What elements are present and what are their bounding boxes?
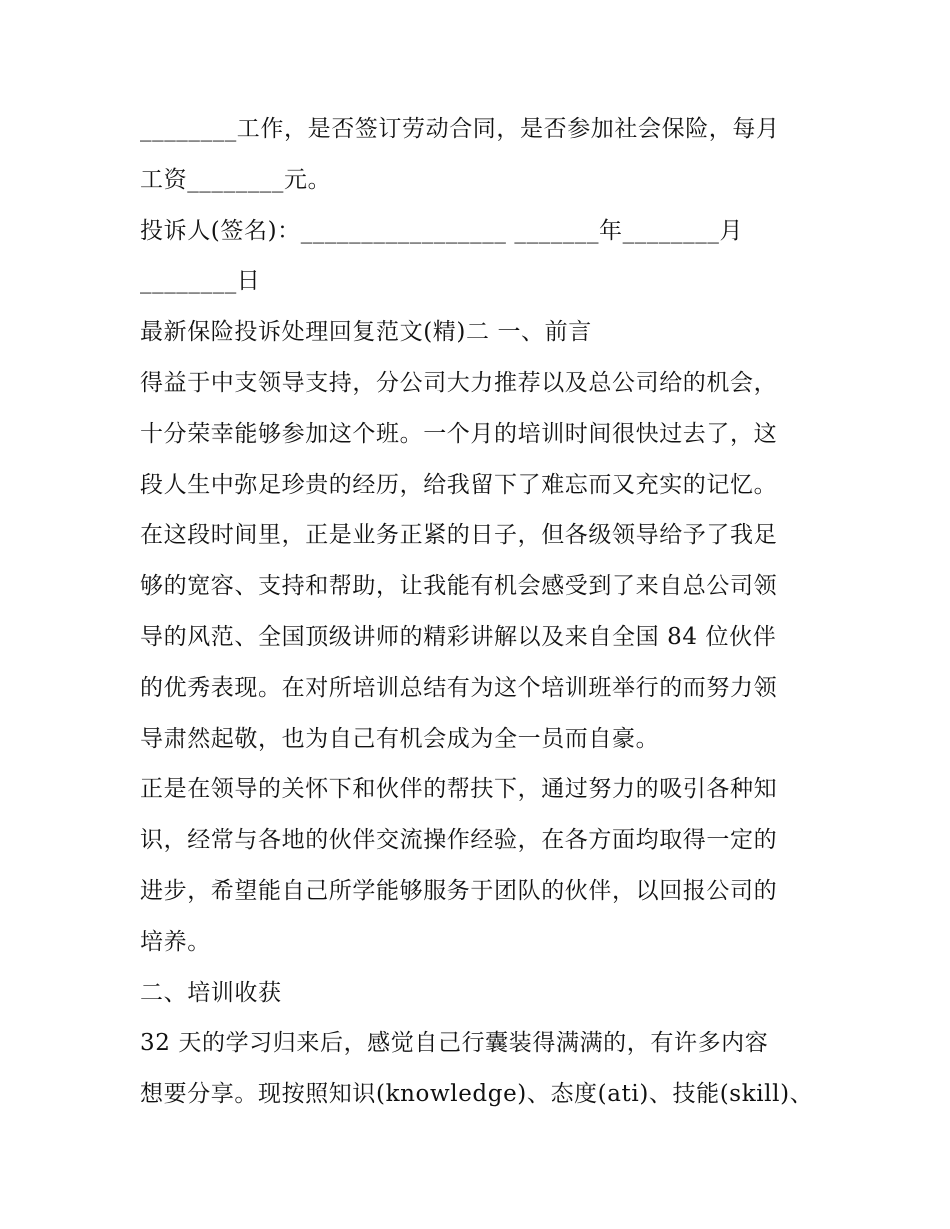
text-line: 进步，希望能自己所学能够服务于团队的伙伴，以回报公司的 [140, 877, 778, 904]
text-line: 段人生中弥足珍贵的经历，给我留下了难忘而又充实的记忆。 [140, 471, 778, 498]
text-line: 在这段时间里，正是业务正紧的日子，但各级领导给予了我足 [140, 522, 778, 549]
text-line: 想要分享。现按照知识(knowledge)、态度(ati)、技能(skill)、 [140, 1081, 814, 1108]
signature-line: 投诉人(签名)：_________________ _______年________月 [140, 217, 744, 244]
text-line: 够的宽容、支持和帮助，让我能有机会感受到了来自总公司领 [140, 573, 778, 600]
text-line: 正是在领导的关怀下和伙伴的帮扶下，通过努力的吸引各种知 [140, 776, 778, 803]
text-line: 识，经常与各地的伙伴交流操作经验，在各方面均取得一定的 [140, 827, 778, 854]
text-line: 的优秀表现。在对所培训总结有为这个培训班举行的而努力领 [140, 674, 778, 701]
text-line: 导肃然起敬，也为自己有机会成为全一员而自豪。 [140, 725, 660, 752]
section-heading: 最新保险投诉处理回复范文(精)二 一、前言 [140, 319, 592, 346]
text-line: 十分荣幸能够参加这个班。一个月的培训时间很快过去了，这 [140, 420, 778, 447]
text-line: 工资________元。 [140, 166, 332, 193]
date-line: ________日 [140, 268, 261, 295]
text-line: ________工作，是否签订劳动合同，是否参加社会保险，每月 [140, 116, 780, 142]
document-body [140, 104, 830, 1120]
text-line: 培养。 [140, 928, 211, 955]
section-heading: 二、培训收获 [140, 979, 282, 1006]
text-line: 32 天的学习归来后，感觉自己行囊装得满满的，有许多内容 [140, 1030, 769, 1057]
text-line: 得益于中支领导支持，分公司大力推荐以及总公司给的机会， [140, 369, 778, 396]
text-line: 导的风范、全国顶级讲师的精彩讲解以及来自全国 84 位伙伴 [140, 623, 777, 650]
